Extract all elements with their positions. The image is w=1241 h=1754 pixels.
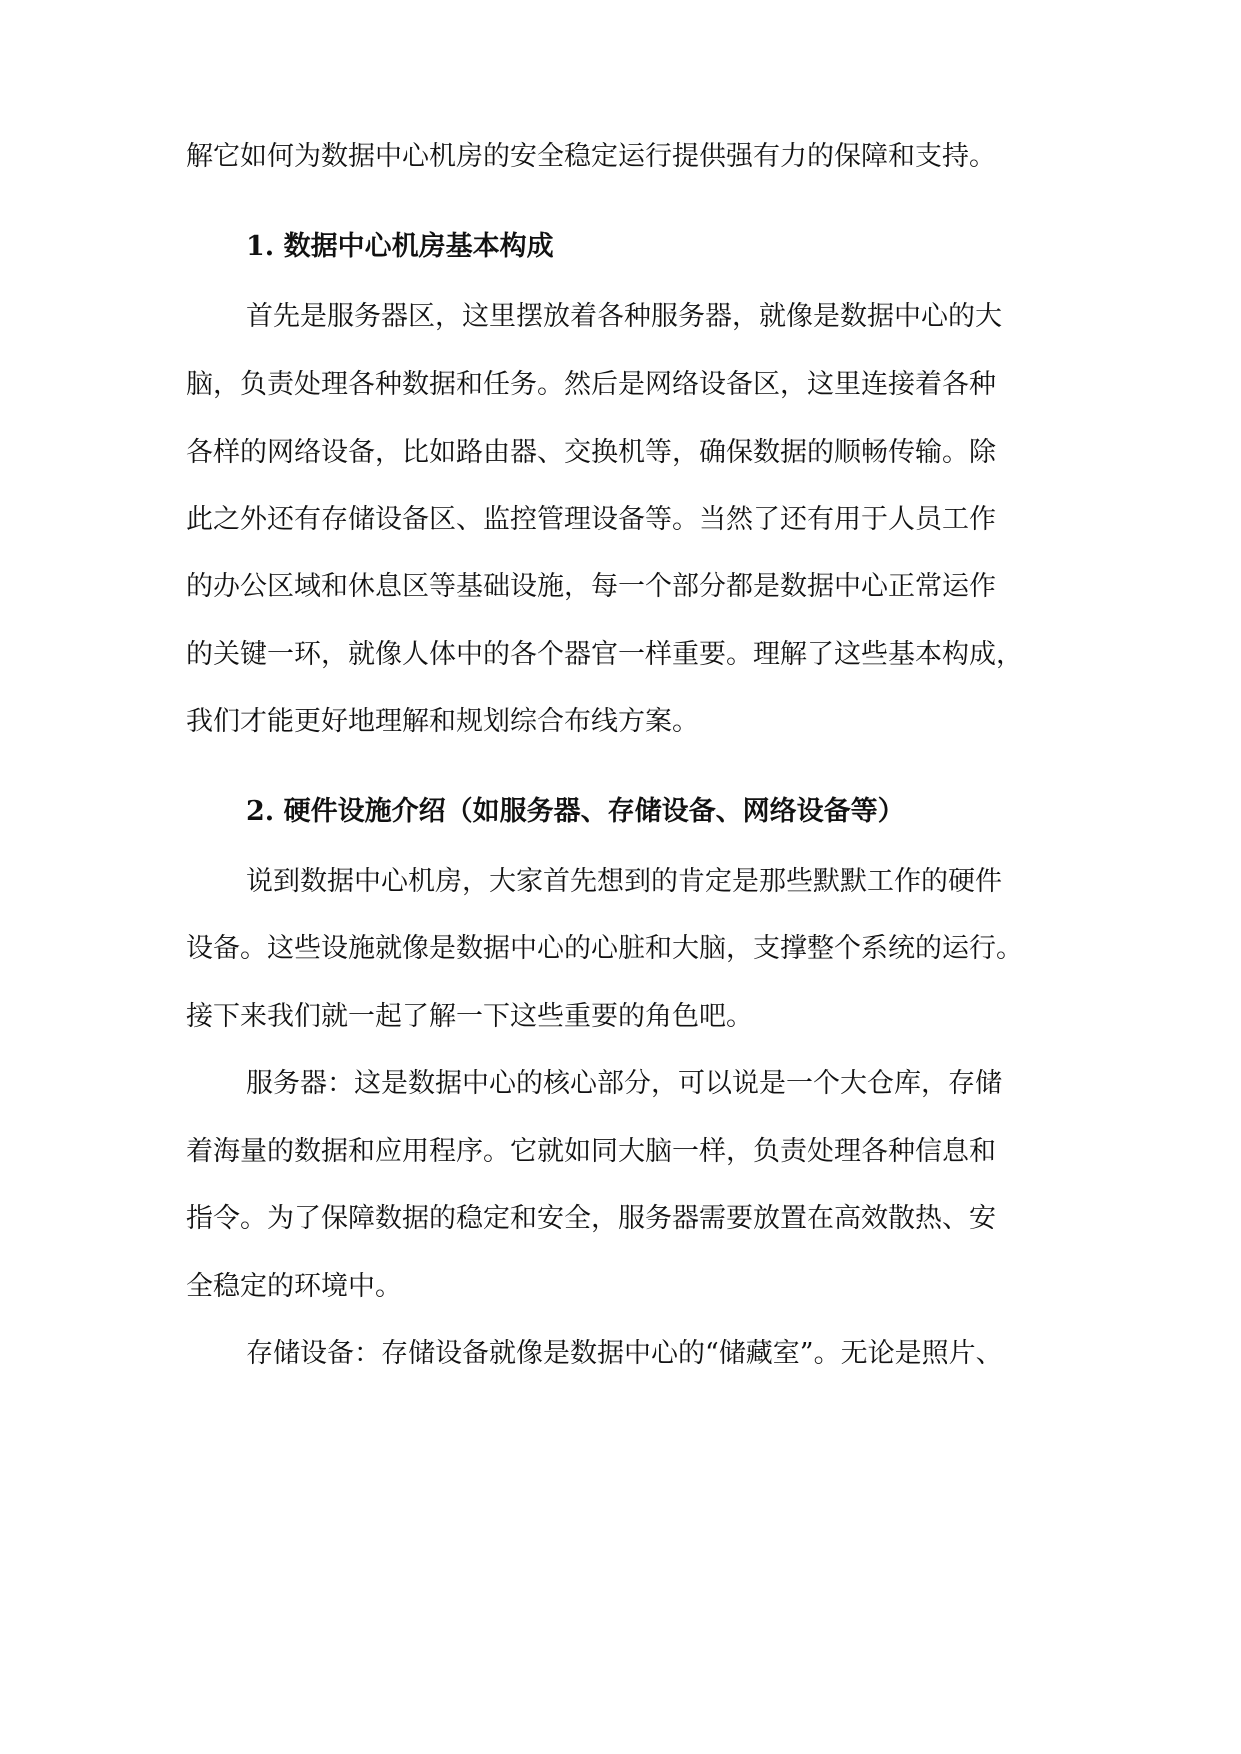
- section-heading: 1. 数据中心机房基本构成: [246, 231, 554, 262]
- paragraph-line: 指令。为了保障数据的稳定和安全，服务器需要放置在高效散热、安: [186, 1203, 996, 1234]
- paragraph-line: 服务器：这是数据中心的核心部分，可以说是一个大仓库，存储: [246, 1068, 1002, 1099]
- paragraph-line: 存储设备：存储设备就像是数据中心的“储藏室”。无论是照片、: [246, 1338, 1003, 1369]
- paragraph-line: 全稳定的环境中。: [186, 1271, 402, 1302]
- paragraph-line: 各样的网络设备，比如路由器、交换机等，确保数据的顺畅传输。除: [186, 437, 996, 468]
- paragraph-line: 的关键一环，就像人体中的各个器官一样重要。理解了这些基本构成，: [186, 639, 1023, 670]
- paragraph-line: 首先是服务器区，这里摆放着各种服务器，就像是数据中心的大: [246, 301, 1002, 332]
- paragraph-line: 的办公区域和休息区等基础设施，每一个部分都是数据中心正常运作: [186, 571, 996, 602]
- paragraph-line: 着海量的数据和应用程序。它就如同大脑一样，负责处理各种信息和: [186, 1136, 996, 1167]
- paragraph-line: 我们才能更好地理解和规划综合布线方案。: [186, 706, 699, 737]
- section-heading: 2. 硬件设施介绍（如服务器、存储设备、网络设备等）: [246, 796, 905, 827]
- paragraph-line: 此之外还有存储设备区、监控管理设备等。当然了还有用于人员工作: [186, 504, 996, 535]
- paragraph-line: 说到数据中心机房，大家首先想到的肯定是那些默默工作的硬件: [246, 866, 1002, 897]
- paragraph-line: 解它如何为数据中心机房的安全稳定运行提供强有力的保障和支持。: [186, 141, 996, 172]
- paragraph-line: 接下来我们就一起了解一下这些重要的角色吧。: [186, 1001, 753, 1032]
- paragraph-line: 脑，负责处理各种数据和任务。然后是网络设备区，这里连接着各种: [186, 369, 996, 400]
- paragraph-line: 设备。这些设施就像是数据中心的心脏和大脑，支撑整个系统的运行。: [186, 933, 1023, 964]
